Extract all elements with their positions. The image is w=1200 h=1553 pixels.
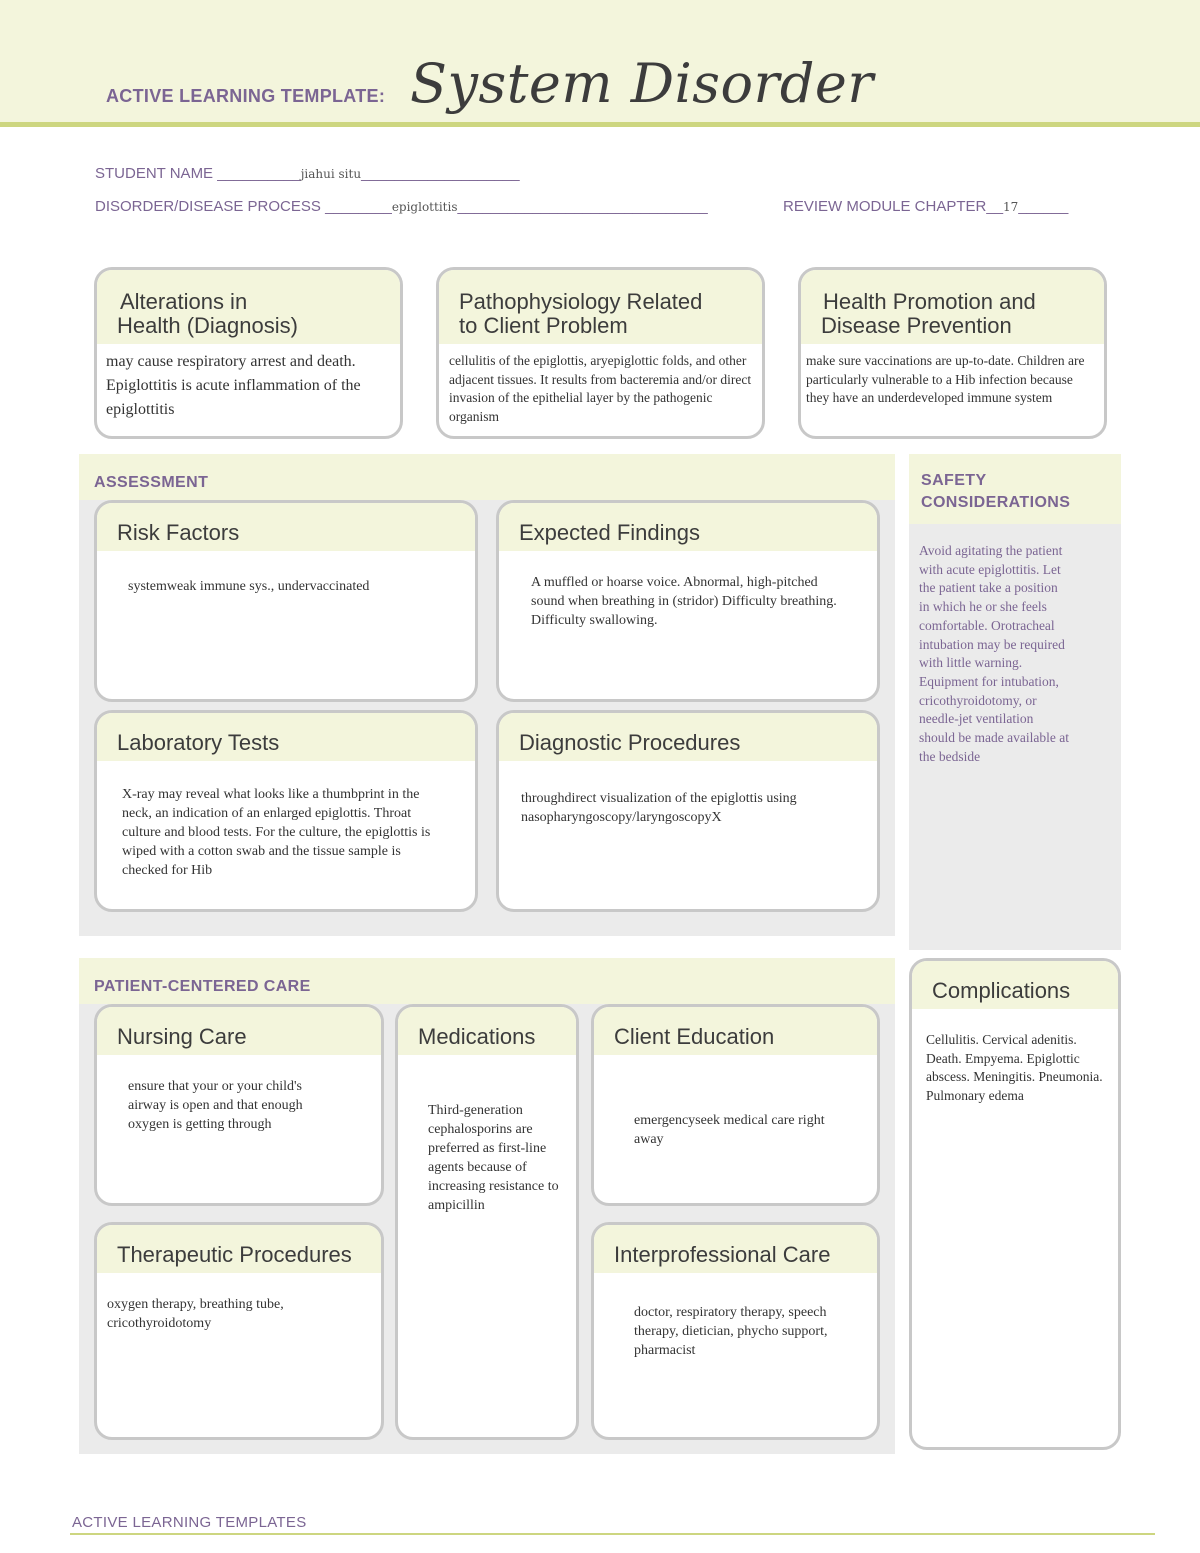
client-education-title: Client Education [594, 1007, 877, 1055]
therapeutic-procedures-text: oxygen therapy, breathing tube, cricothyroidotomy [107, 1297, 284, 1331]
medications-text: Third-generation cephalosporins are preferred as first-line agents because of increasing resistance to ampicillin [428, 1103, 559, 1213]
pathophysiology-text: cellulitis of the epiglottis, aryepiglottic folds, and other adjacent tissues. It results from bacteremia and/or direct invasion of the epithelial layer by the pathogenic organism [449, 353, 752, 424]
laboratory-tests-title: Laboratory Tests [97, 713, 475, 761]
safety-panel [909, 454, 1121, 950]
interprofessional-care-card [591, 1222, 880, 1440]
client-education-card [591, 1004, 880, 1206]
chapter-label: REVIEW MODULE CHAPTER [783, 198, 987, 215]
nursing-care-text: ensure that your or your child's airway is open and that enough oxygen is getting through [128, 1079, 303, 1132]
medications-title: Medications [398, 1007, 576, 1055]
nursing-care-title: Nursing Care [97, 1007, 381, 1055]
chapter-value: 17 [1003, 200, 1019, 214]
student-name-value: jiahui situ [300, 167, 362, 181]
diagnostic-procedures-card [496, 710, 880, 912]
complications-title: Complications [912, 961, 1118, 1009]
pathophysiology-card [436, 267, 765, 439]
therapeutic-procedures-title: Therapeutic Procedures [97, 1225, 381, 1273]
laboratory-tests-text: X-ray may reveal what looks like a thumbprint in the neck, an indication of an enlarged epiglottis. Throat culture and blood tests. For the culture, the epiglottis is wiped with a cotton swab and the tissue sample is checked for Hib [122, 787, 431, 878]
chapter-field: REVIEW MODULE CHAPTER__17______ [783, 198, 1069, 215]
complications-card [909, 958, 1121, 1450]
expected-findings-title: Expected Findings [499, 503, 877, 551]
risk-factors-card [94, 500, 478, 702]
pathophysiology-title: Pathophysiology Related to Client Problem [439, 270, 762, 344]
footer-rule [70, 1533, 1155, 1535]
student-name-label: STUDENT NAME [95, 165, 214, 182]
page-title: System Disorder [410, 52, 874, 115]
safety-text: Avoid agitating the patient with acute epiglottitis. Let the patient take a position in which he or she feels comfortable. Orotracheal intubation may be required with little warning. Equipment for intubation, cricothyroidotomy, or needle-jet ventilation should be made available at the bedside [919, 543, 1069, 764]
disorder-field: DISORDER/DISEASE PROCESS ________epiglottitis______________________________ [95, 198, 708, 215]
diagnostic-procedures-text: throughdirect visualization of the epiglottis using nasopharyngoscopy/laryngoscopyX [521, 791, 797, 825]
nursing-care-card [94, 1004, 384, 1206]
patient-centered-care-label: PATIENT-CENTERED CARE [94, 978, 311, 995]
therapeutic-procedures-card [94, 1222, 384, 1440]
diagnostic-procedures-title: Diagnostic Procedures [499, 713, 877, 761]
complications-text: Cellulitis. Cervical adenitis. Death. Empyema. Epiglottic abscess. Meningitis. Pneumonia. Pulmonary edema [926, 1032, 1103, 1104]
laboratory-tests-card [94, 710, 478, 912]
client-education-text: emergencyseek medical care right away [634, 1113, 825, 1147]
alterations-title: Alterations in Health (Diagnosis) [97, 270, 400, 344]
footer-label: ACTIVE LEARNING TEMPLATES [72, 1514, 307, 1531]
risk-factors-title: Risk Factors [97, 503, 475, 551]
disorder-label: DISORDER/DISEASE PROCESS [95, 198, 321, 215]
assessment-label: ASSESSMENT [94, 474, 209, 491]
health-promotion-card [798, 267, 1107, 439]
alterations-text: may cause respiratory arrest and death. Epiglottitis is acute inflammation of the epiglottitis [106, 353, 361, 418]
header-label: ACTIVE LEARNING TEMPLATE: [106, 86, 386, 106]
interprofessional-care-text: doctor, respiratory therapy, speech therapy, dietician, phycho support, pharmacist [634, 1305, 828, 1358]
alterations-card [94, 267, 403, 439]
medications-card [395, 1004, 579, 1440]
interprofessional-care-title: Interprofessional Care [594, 1225, 877, 1273]
expected-findings-card [496, 500, 880, 702]
header-rule [0, 122, 1200, 127]
safety-title: SAFETY CONSIDERATIONS [909, 454, 1121, 524]
health-promotion-title: Health Promotion and Disease Prevention [801, 270, 1104, 344]
student-name-field: STUDENT NAME __________jiahui situ___________________ [95, 165, 520, 182]
disorder-value: epiglottitis [391, 200, 458, 214]
health-promotion-text: make sure vaccinations are up-to-date. Children are particularly vulnerable to a Hib infection because they have an underdeveloped immune system [806, 353, 1085, 405]
risk-factors-text: systemweak immune sys., undervaccinated [128, 579, 370, 594]
expected-findings-text: A muffled or hoarse voice. Abnormal, high-pitched sound when breathing in (stridor) Difficulty breathing. Difficulty swallowing. [531, 575, 837, 628]
